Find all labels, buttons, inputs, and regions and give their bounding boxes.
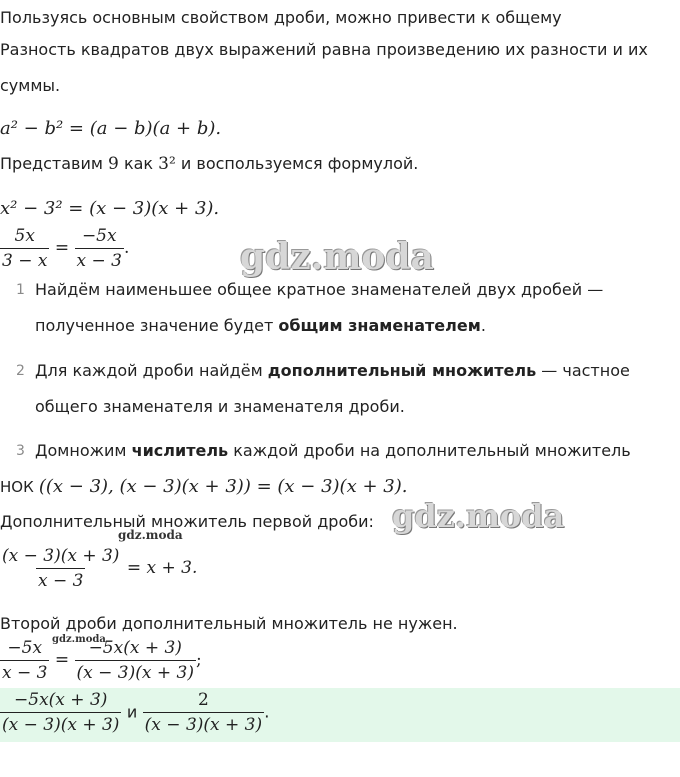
- formula-difference-of-squares: a² − b² = (a − b)(a + b).: [0, 118, 222, 139]
- nine-value: 9: [108, 154, 119, 174]
- step-1-end: .: [480, 316, 486, 335]
- fraction-first: [0, 224, 49, 273]
- fraction-first-numerator: 5x: [14, 226, 35, 246]
- represent-suffix: и воспользуемся формулой.: [180, 154, 419, 173]
- equals-sign-2: =: [54, 650, 70, 670]
- represent-prefix: Представим: [0, 154, 103, 173]
- final-result: [0, 688, 270, 737]
- step-1-text: полученное значение будет: [35, 316, 279, 335]
- step-2-line-b: общего знаменателя и знаменателя дроби.: [35, 397, 405, 416]
- rule-text-1: Разность квадратов двух выражений равна произведению их разности и их: [0, 40, 648, 59]
- final-2-numerator: 2: [197, 690, 209, 710]
- step-2-end: — частное: [536, 361, 630, 380]
- represent-line: [0, 154, 418, 174]
- conversion-right-denominator: (x − 3)(x + 3): [75, 660, 196, 685]
- final-period: .: [264, 702, 270, 723]
- nok-expression: ((x − 3), (x − 3)(x + 3)) = (x − 3)(x + 3).: [38, 476, 408, 497]
- step-3-end: каждой дроби на дополнительный множитель: [228, 441, 631, 460]
- represent-mid: как: [123, 154, 154, 173]
- multiplier-numerator: (x − 3)(x + 3): [2, 546, 120, 566]
- step-number-1: 1: [16, 282, 25, 298]
- final-fraction-2: [143, 688, 264, 737]
- step-1-line-a: Найдём наименьшее общее кратное знаменателей двух дробей —: [35, 280, 604, 299]
- first-multiplier-label: Дополнительный множитель первой дроби:: [0, 512, 374, 531]
- final-2-denominator: (x − 3)(x + 3): [143, 712, 264, 737]
- conversion-left-denominator: x − 3: [0, 660, 49, 685]
- conversion-left-numerator: −5x: [7, 638, 43, 658]
- multiplier-denominator: x − 3: [36, 568, 85, 593]
- watermark-small-1: gdz.moda: [118, 528, 183, 542]
- conversion-left: [0, 636, 49, 685]
- equals-sign: =: [54, 238, 70, 258]
- rule-text-2: суммы.: [0, 76, 61, 95]
- fraction-first-denominator: 3 − x: [0, 248, 49, 273]
- step-3-bold: числитель: [131, 441, 229, 460]
- step-1-bold: общим знаменателем: [278, 316, 481, 335]
- multiplier-fraction: [0, 544, 121, 593]
- semicolon: ;: [195, 650, 202, 670]
- intro-text: Пользуясь основным свойством дроби, можно привести к общему: [0, 8, 562, 27]
- fraction-second-numerator: −5x: [81, 226, 117, 246]
- step-1-line-b: [35, 316, 486, 335]
- step-2-line-a: [35, 361, 630, 380]
- fraction-second: [75, 224, 124, 273]
- watermark-large-1: gdz.moda: [240, 236, 434, 278]
- period: .: [124, 238, 130, 258]
- step-2-bold: дополнительный множитель: [267, 361, 537, 380]
- watermark-small-2: gdz.moda: [52, 634, 106, 645]
- step-number-2: 2: [16, 363, 25, 379]
- second-no-multiplier: Второй дроби дополнительный множитель не нужен.: [0, 614, 458, 633]
- and-word: и: [126, 702, 138, 722]
- nok-label: НОК: [0, 478, 34, 496]
- conversion-right-numerator: −5x(x + 3): [88, 638, 182, 658]
- step-3-text: Домножим: [35, 441, 132, 460]
- final-fraction-1: [0, 688, 121, 737]
- multiplier-formula: [0, 544, 197, 593]
- nok-line: [0, 476, 407, 497]
- fraction-second-denominator: x − 3: [75, 248, 124, 273]
- formula-x: x² − 3² = (x − 3)(x + 3).: [0, 198, 220, 219]
- final-1-numerator: −5x(x + 3): [14, 690, 108, 710]
- three-squared: 3²: [158, 154, 176, 174]
- step-number-3: 3: [16, 443, 25, 459]
- watermark-large-2: gdz.moda: [392, 497, 565, 535]
- final-1-denominator: (x − 3)(x + 3): [0, 712, 121, 737]
- multiplier-result: = x + 3.: [126, 558, 198, 578]
- original-fractions: [0, 224, 129, 273]
- step-3-line: [35, 441, 631, 460]
- step-2-text: Для каждой дроби найдём: [35, 361, 268, 380]
